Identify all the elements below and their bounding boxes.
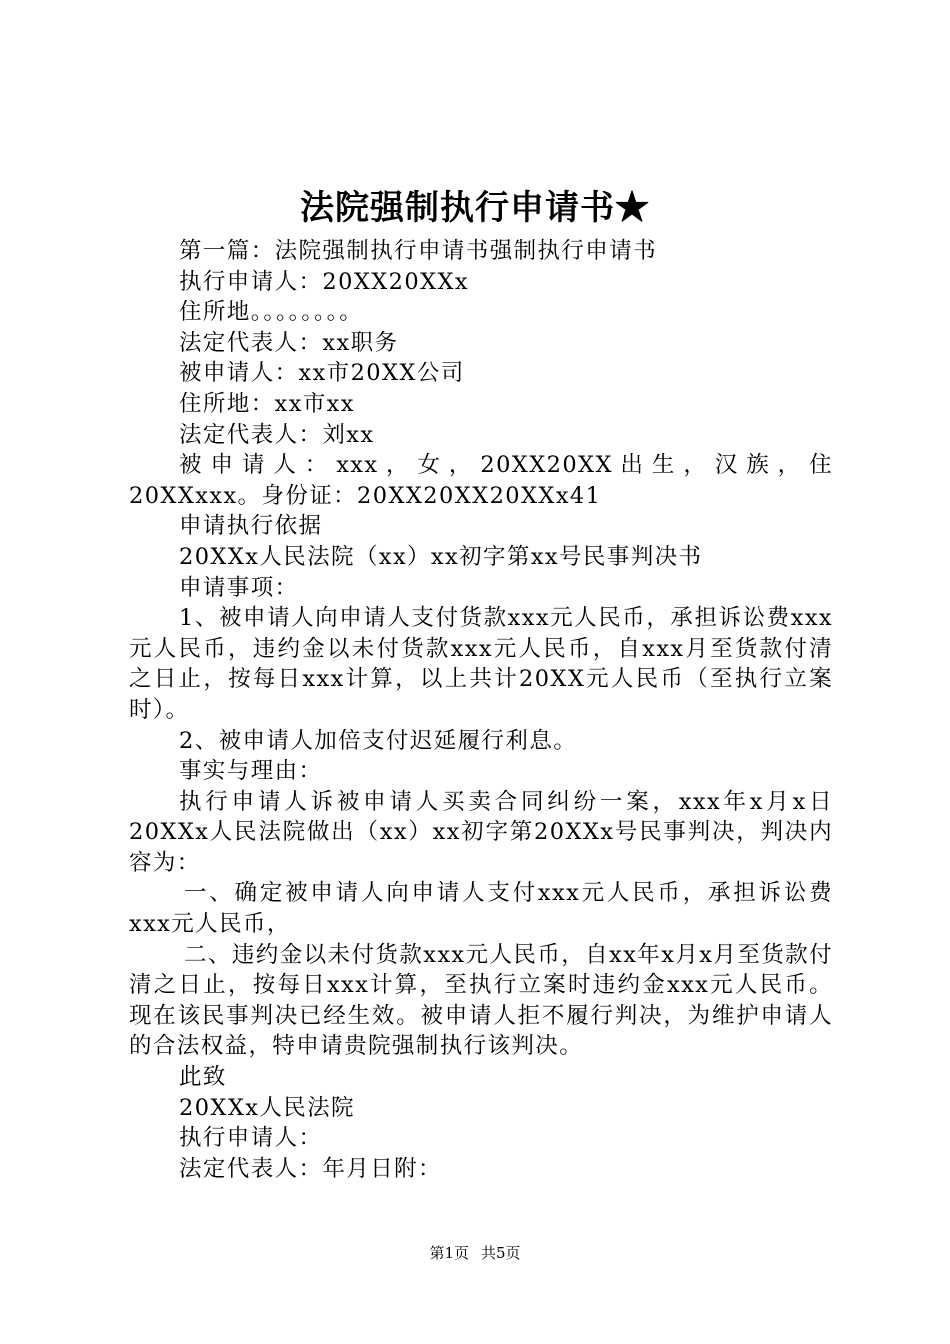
court-name-line: 20XXx人民法院 [179, 1094, 355, 1121]
respondent-representative-line: 法定代表人：刘xx [179, 421, 375, 448]
salutation-line: 此致 [179, 1064, 227, 1091]
document-body [129, 236, 833, 1184]
document-title: 法院强制执行申请书★ [300, 188, 650, 228]
applicant-address-line: 住所地。。。。。。。。 [179, 299, 364, 326]
respondent-address-line: 住所地：xx市xx [179, 390, 355, 417]
judgment-reference-line: 20XXx人民法院（xx）xx初字第xx号民事判决书 [179, 543, 703, 570]
applicant-line: 执行申请人：20XX20XXx [179, 268, 470, 295]
facts-heading: 事实与理由： [179, 758, 323, 785]
page-total: 共5页 [481, 1244, 521, 1262]
page-footer [0, 1242, 950, 1264]
section-heading: 第一篇：法院强制执行申请书强制执行申请书 [179, 238, 658, 264]
claim-item-1: 1、被申请人向申请人支付货款xxx元人民币，承担诉讼费xxx元人民币，违约金以未付货款xxx元人民币，自xxx月至货款付清之日止，按每日xxx计算，以上共计20XX元人民币（至执行立案时）。 [129, 605, 833, 723]
signature-representative-line: 法定代表人：年月日附： [179, 1155, 442, 1182]
judgment-item-2: 二、违约金以未付货款xxx元人民币，自xx年x月x月至货款付清之日止，按每日xxx计算，至执行立案时违约金xxx元人民币。现在该民事判决已经生效。被申请人拒不履行判决，为维护申请人的合法权益，特申请贵院强制执行该判决。 [129, 941, 833, 1060]
judgment-item-1: 一、确定被申请人向申请人支付xxx元人民币，承担诉讼费xxx元人民币， [129, 880, 833, 938]
respondent-person-paragraph: 被申请人：xxx，女，20XX20XX出生，汉族，住20XXxxx。身份证：20XX20XX20XXx41 [129, 452, 833, 509]
respondent-line: 被申请人：xx市20XX公司 [179, 360, 465, 387]
facts-paragraph: 执行申请人诉被申请人买卖合同纠纷一案，xxx年x月x日20XXx人民法院做出（xx）xx初字第20XXx号民事判决，判决内容为： [129, 788, 833, 876]
applicant-representative-line: 法定代表人：xx职务 [179, 329, 399, 356]
claim-item-2: 2、被申请人加倍支付迟延履行利息。 [179, 727, 578, 754]
basis-heading: 申请执行依据 [179, 513, 323, 540]
page-number: 第1页 [429, 1244, 469, 1262]
claims-heading: 申请事项： [179, 574, 299, 601]
signature-applicant-line: 执行申请人： [179, 1125, 323, 1152]
